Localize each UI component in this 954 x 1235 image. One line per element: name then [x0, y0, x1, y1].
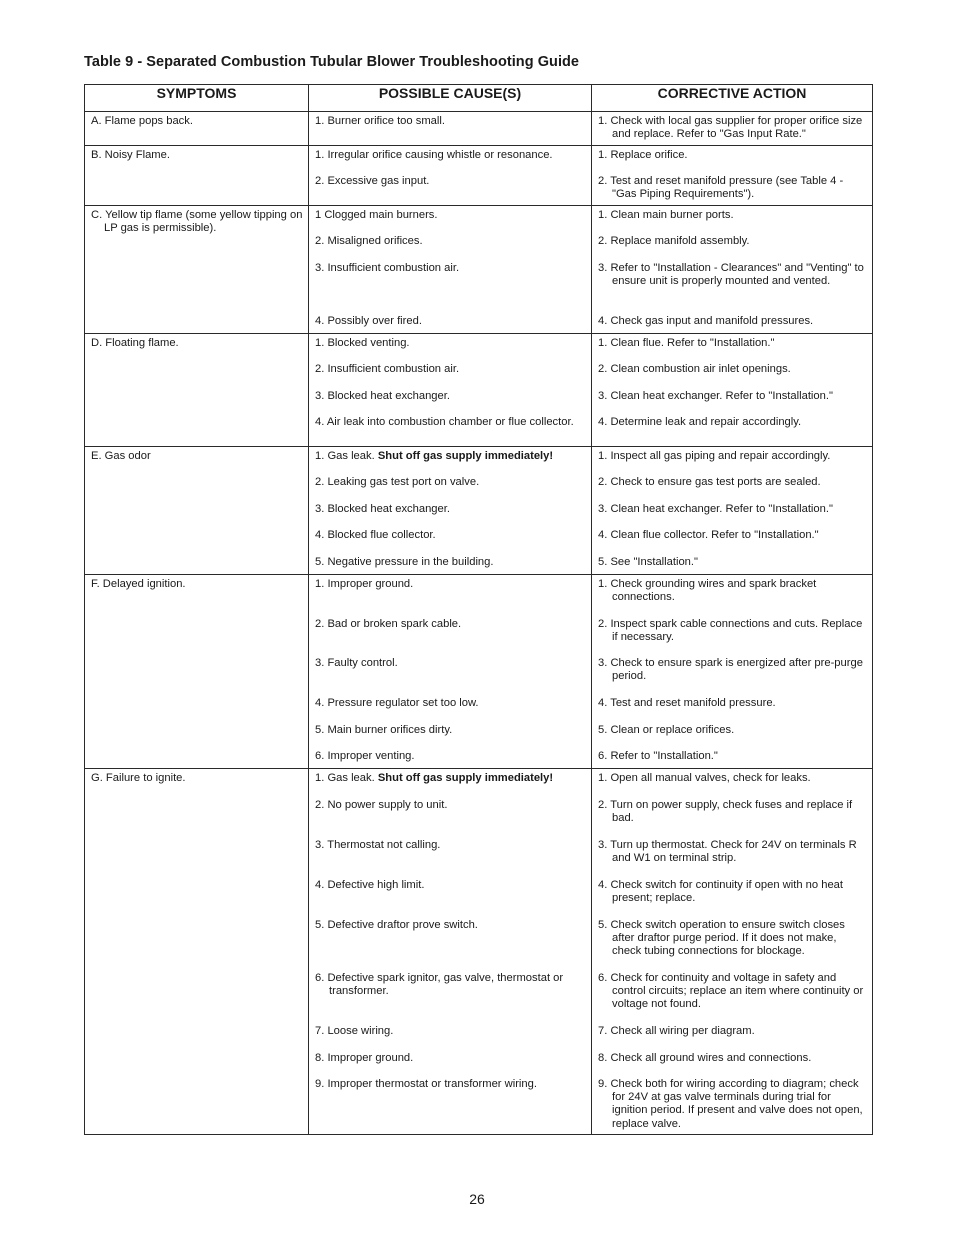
header-corrective-action: CORRECTIVE ACTION: [592, 85, 873, 112]
action-item: 5. Check switch operation to ensure switch closes after draftor purge period. If it does not make, check tubing connections for blockage.: [598, 919, 845, 958]
action-item: 3. Refer to "Installation - Clearances" and "Venting" to ensure unit is properly mounted and vented.: [598, 262, 864, 288]
cause-text: 9. Improper thermostat or transformer wiring.: [315, 1078, 537, 1090]
table-row: [85, 112, 873, 146]
cause-item: [315, 879, 587, 919]
cause-item: [315, 697, 587, 724]
cause-item: [315, 175, 587, 203]
action-item: 2. Test and reset manifold pressure (see Table 4 - "Gas Piping Requirements").: [598, 175, 844, 201]
cause-text: 1. Improper ground.: [315, 578, 414, 590]
cause-item: [315, 503, 587, 529]
action-item: 1. Replace orifice.: [598, 149, 688, 161]
actions-cell: [592, 112, 873, 146]
cause-item: [315, 839, 587, 879]
symptom-text: F. Delayed ignition.: [91, 578, 186, 590]
cause-item: [315, 724, 587, 750]
cause-item: [315, 209, 587, 235]
action-item: 1. Clean flue. Refer to "Installation.": [598, 337, 775, 349]
symptom-text: E. Gas odor: [91, 450, 151, 462]
cause-item: [315, 799, 587, 839]
action-item: 2. Replace manifold assembly.: [598, 235, 750, 247]
cause-item: [315, 416, 587, 444]
table-row: [85, 146, 873, 206]
cause-item: [315, 450, 587, 476]
cause-text: 5. Defective draftor prove switch.: [315, 919, 478, 931]
action-item: 6. Check for continuity and voltage in safety and control circuits; replace an item where continuity or voltage not found.: [598, 972, 864, 1011]
action-item: 2. Check to ensure gas test ports are sealed.: [598, 476, 821, 488]
action-item: 4. Clean flue collector. Refer to "Installation.": [598, 529, 819, 541]
cause-item: [315, 529, 587, 556]
symptom-cell: [85, 575, 309, 769]
table-body: [85, 112, 873, 1135]
gas-shutoff-warning: Shut off gas supply immediately!: [377, 450, 554, 462]
cause-text: 5. Negative pressure in the building.: [315, 556, 494, 568]
table-row: [85, 206, 873, 334]
page-number: 26: [469, 1191, 485, 1207]
actions-cell: [592, 334, 873, 447]
action-item: 1. Clean main burner ports.: [598, 209, 734, 221]
cause-item: [315, 657, 587, 697]
symptom-cell: [85, 206, 309, 334]
cause-item: [315, 556, 587, 572]
action-item: 3. Clean heat exchanger. Refer to "Installation.": [598, 503, 833, 515]
cause-text: 8. Improper ground.: [315, 1052, 414, 1064]
actions-cell: [592, 769, 873, 1135]
cause-text: 1. Blocked venting.: [315, 337, 410, 349]
action-item: 3. Turn up thermostat. Check for 24V on terminals R and W1 on terminal strip.: [598, 839, 857, 865]
cause-text: 4. Defective high limit.: [315, 879, 425, 891]
actions-cell: [592, 575, 873, 769]
cause-text: 6. Defective spark ignitor, gas valve, thermostat or transformer.: [315, 972, 564, 998]
cause-item: [315, 772, 587, 799]
cause-text: 3. Blocked heat exchanger.: [315, 503, 450, 515]
cause-text: 6. Improper venting.: [315, 750, 415, 762]
cause-text: 2. No power supply to unit.: [315, 799, 448, 811]
symptom-cell: [85, 447, 309, 575]
cause-text: 4. Blocked flue collector.: [315, 529, 436, 541]
cause-text: 2. Bad or broken spark cable.: [315, 618, 462, 630]
cause-text: 1. Gas leak.: [315, 450, 375, 462]
table-row: [85, 769, 873, 1135]
cause-item: [315, 149, 587, 175]
symptom-cell: [85, 146, 309, 206]
action-item: 9. Check both for wiring according to diagram; check for 24V at gas valve terminals during trial for ignition period. If present and valve does not open, replace valve.: [598, 1078, 863, 1130]
action-item: 4. Test and reset manifold pressure.: [598, 697, 776, 709]
cause-item: [315, 578, 587, 618]
cause-text: 3. Insufficient combustion air.: [315, 262, 460, 274]
cause-text: 1. Burner orifice too small.: [315, 115, 445, 127]
action-item: 5. Clean or replace orifices.: [598, 724, 735, 736]
gas-shutoff-warning: Shut off gas supply immediately!: [377, 772, 554, 784]
header-symptoms: SYMPTOMS: [85, 85, 309, 112]
cause-text: 1. Irregular orifice causing whistle or resonance.: [315, 149, 553, 161]
causes-cell: [309, 206, 592, 334]
header-possible-causes: POSSIBLE CAUSE(S): [309, 85, 592, 112]
cause-text: 4. Possibly over fired.: [315, 315, 422, 327]
symptom-text: G. Failure to ignite.: [91, 772, 186, 784]
cause-text: 3. Blocked heat exchanger.: [315, 390, 450, 402]
action-item: 1. Inspect all gas piping and repair accordingly.: [598, 450, 831, 462]
cause-item: [315, 390, 587, 416]
cause-item: [315, 1078, 587, 1132]
action-item: 2. Turn on power supply, check fuses and replace if bad.: [598, 799, 853, 825]
cause-text: 7. Loose wiring.: [315, 1025, 394, 1037]
table-row: [85, 575, 873, 769]
causes-cell: [309, 146, 592, 206]
action-item: 5. See "Installation.": [598, 556, 698, 568]
action-item: 8. Check all ground wires and connections.: [598, 1052, 812, 1064]
cause-text: 2. Misaligned orifices.: [315, 235, 423, 247]
troubleshooting-table: [84, 84, 873, 1135]
cause-item: [315, 315, 587, 331]
cause-item: [315, 750, 587, 766]
action-item: 7. Check all wiring per diagram.: [598, 1025, 755, 1037]
actions-cell: [592, 206, 873, 334]
cause-item: [315, 235, 587, 262]
action-item: 2. Inspect spark cable connections and cuts. Replace if necessary.: [598, 618, 863, 644]
cause-text: 1. Gas leak.: [315, 772, 375, 784]
symptom-cell: [85, 112, 309, 146]
cause-item: [315, 1025, 587, 1052]
cause-text: 2. Leaking gas test port on valve.: [315, 476, 480, 488]
cause-text: 5. Main burner orifices dirty.: [315, 724, 453, 736]
symptom-text: C. Yellow tip flame (some yellow tipping on LP gas is permissible).: [91, 209, 303, 235]
causes-cell: [309, 575, 592, 769]
cause-text: 1 Clogged main burners.: [315, 209, 438, 221]
symptom-text: A. Flame pops back.: [91, 115, 193, 127]
cause-item: [315, 919, 587, 972]
cause-item: [315, 476, 587, 503]
cause-text: 2. Insufficient combustion air.: [315, 363, 460, 375]
causes-cell: [309, 112, 592, 146]
actions-cell: [592, 447, 873, 575]
action-item: 4. Determine leak and repair accordingly.: [598, 416, 802, 428]
action-item: 3. Check to ensure spark is energized after pre-purge period.: [598, 657, 863, 683]
symptom-cell: [85, 334, 309, 447]
cause-item: [315, 972, 587, 1025]
action-item: 1. Open all manual valves, check for leaks.: [598, 772, 811, 784]
actions-cell: [592, 146, 873, 206]
symptom-cell: [85, 769, 309, 1135]
cause-item: [315, 1052, 587, 1078]
cause-item: [315, 262, 587, 315]
symptom-text: B. Noisy Flame.: [91, 149, 170, 161]
cause-text: 4. Air leak into combustion chamber or flue collector.: [315, 416, 574, 428]
symptom-text: D. Floating flame.: [91, 337, 179, 349]
table-row: [85, 334, 873, 447]
action-item: 2. Clean combustion air inlet openings.: [598, 363, 791, 375]
causes-cell: [309, 334, 592, 447]
causes-cell: [309, 447, 592, 575]
cause-text: 3. Thermostat not calling.: [315, 839, 441, 851]
table-header-row: [85, 85, 873, 112]
action-item: 3. Clean heat exchanger. Refer to "Installation.": [598, 390, 833, 402]
table-row: [85, 447, 873, 575]
cause-text: 3. Faulty control.: [315, 657, 398, 669]
cause-item: [315, 618, 587, 657]
table-title: Table 9 - Separated Combustion Tubular Blower Troubleshooting Guide: [84, 54, 580, 70]
cause-item: [315, 363, 587, 390]
cause-item: [315, 337, 587, 363]
action-item: 4. Check gas input and manifold pressures.: [598, 315, 814, 327]
action-item: 6. Refer to "Installation.": [598, 750, 718, 762]
action-item: 1. Check grounding wires and spark bracket connections.: [598, 578, 817, 604]
action-item: 4. Check switch for continuity if open with no heat present; replace.: [598, 879, 844, 905]
causes-cell: [309, 769, 592, 1135]
cause-item: [315, 115, 587, 143]
action-item: 1. Check with local gas supplier for proper orifice size and replace. Refer to "Gas Input Rate.": [598, 115, 863, 141]
cause-text: 4. Pressure regulator set too low.: [315, 697, 479, 709]
cause-text: 2. Excessive gas input.: [315, 175, 430, 187]
